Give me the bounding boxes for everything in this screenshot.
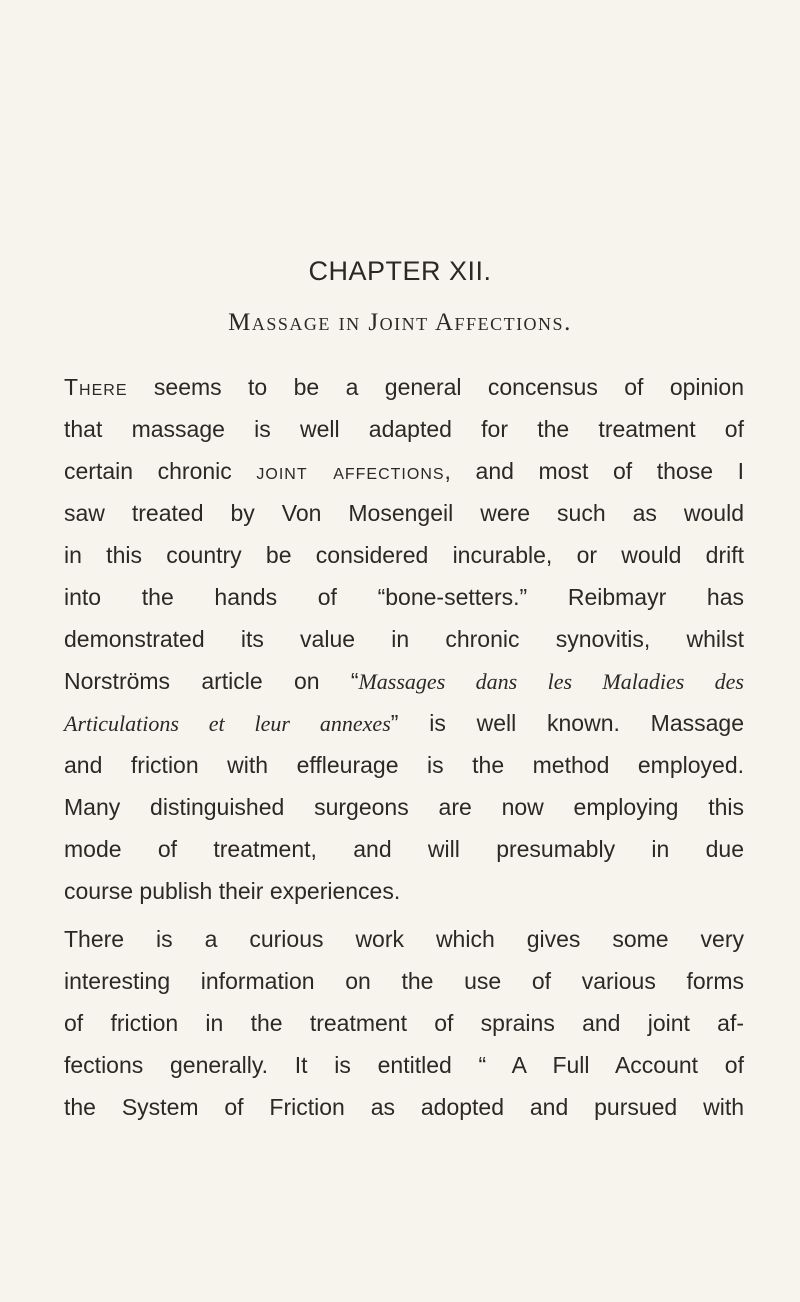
text-line: and friction with effleurage is the method employed. bbox=[64, 752, 744, 778]
chapter-heading: CHAPTER XII. bbox=[308, 256, 492, 286]
text-line: fections generally. It is entitled “ A Full Account of bbox=[64, 1052, 744, 1078]
text-line: into the hands of “bone-setters.” Reibmayr has bbox=[64, 584, 744, 610]
text-line: There is a curious work which gives some very bbox=[64, 926, 744, 952]
text-line: Norströms article on “Massages dans les Maladies des bbox=[64, 668, 744, 694]
text-line: There seems to be a general concensus of opinion bbox=[64, 374, 744, 400]
text-line: certain chronic joint affections, and most of those I bbox=[64, 458, 744, 484]
body-text bbox=[64, 366, 744, 1128]
chapter-title: Massage in Joint Affections. bbox=[228, 309, 572, 336]
text-line: Many distinguished surgeons are now employing this bbox=[64, 794, 744, 820]
paragraph-2 bbox=[64, 918, 744, 1128]
paragraph-1 bbox=[64, 366, 744, 912]
text-line: in this country be considered incurable, or would drift bbox=[64, 542, 744, 568]
text-line: saw treated by Von Mosengeil were such as would bbox=[64, 500, 744, 526]
text-line: demonstrated its value in chronic synovitis, whilst bbox=[64, 626, 744, 652]
text-line: mode of treatment, and will presumably in due bbox=[64, 836, 744, 862]
text-line: course publish their experiences. bbox=[64, 878, 401, 904]
text-line: the System of Friction as adopted and pursued with bbox=[64, 1094, 744, 1120]
text-line: interesting information on the use of various forms bbox=[64, 968, 744, 994]
text-line: of friction in the treatment of sprains and joint af- bbox=[64, 1010, 744, 1036]
text-line: that massage is well adapted for the treatment of bbox=[64, 416, 744, 442]
text-line: Articulations et leur annexes” is well known. Massage bbox=[64, 710, 745, 736]
